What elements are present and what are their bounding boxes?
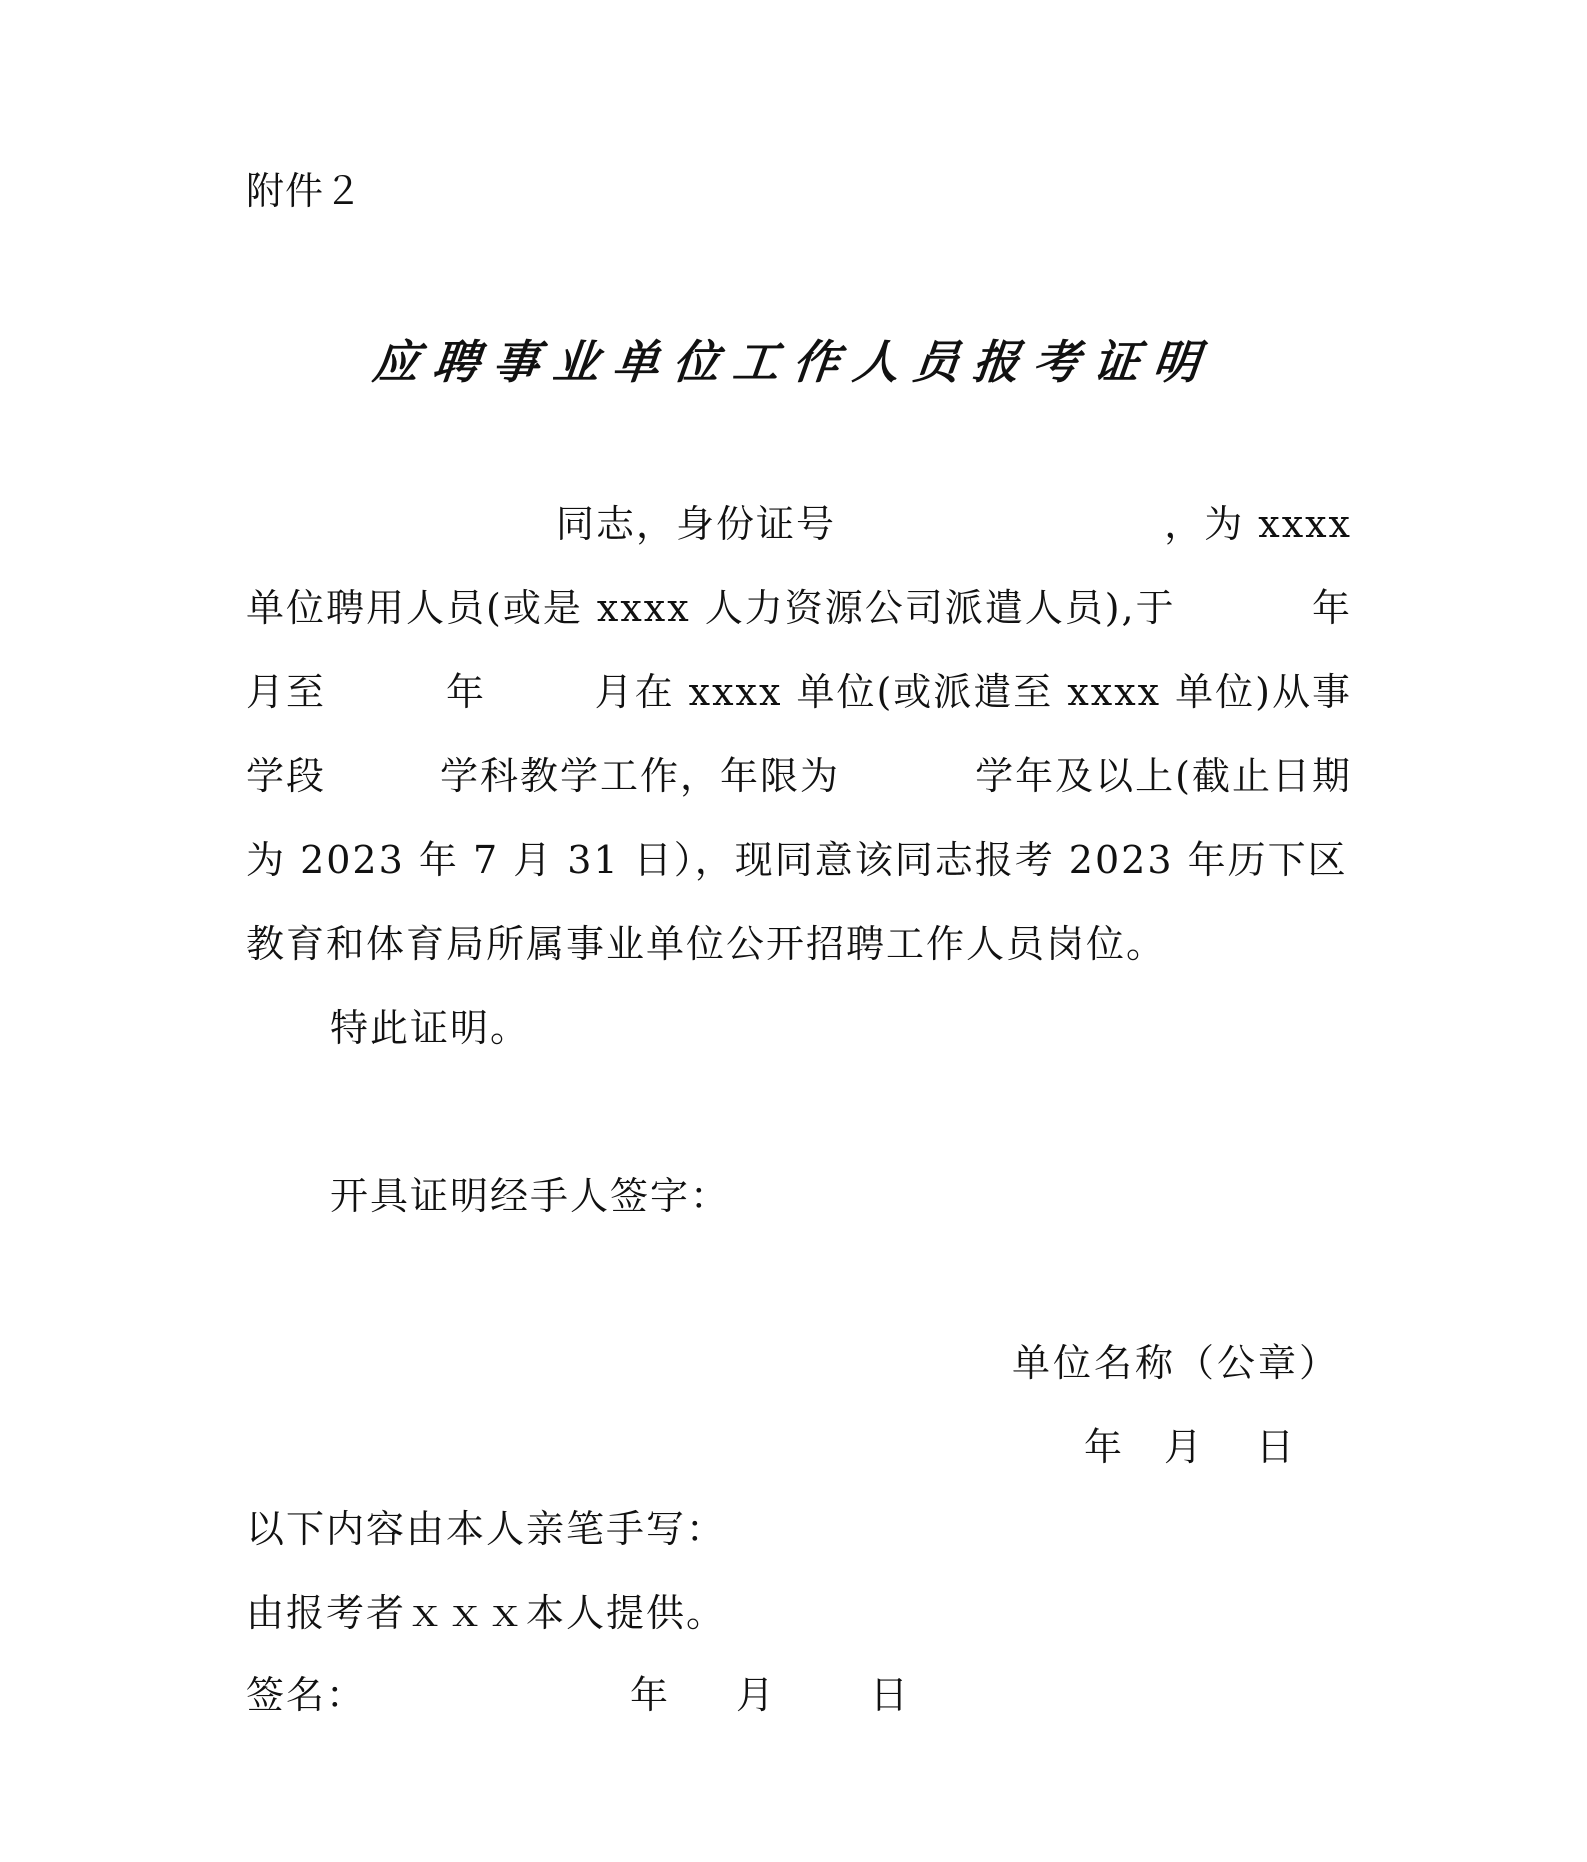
body-line-2-part2: 年 (1311, 586, 1352, 630)
body-line-2 (246, 566, 1352, 650)
body-line-4-part2: 学科教学工作，年限为 (440, 754, 841, 798)
sign-date-year: 年 (630, 1673, 671, 1717)
body-line-3 (246, 650, 1352, 734)
body-line-4-part3: 学年及以上(截止日期 (975, 754, 1352, 798)
body-line-3-part3: 月在 xxxx 单位(或派遣至 xxxx 单位)从事 (594, 670, 1352, 714)
handler-signature-line (330, 1154, 1436, 1238)
sign-date-month: 月 (736, 1673, 777, 1717)
body-line-2-part1: 单位聘用人员(或是 xxxx 人力资源公司派遣人员),于 (246, 586, 1176, 630)
body-line-3-part2: 年 (446, 670, 487, 714)
attachment-label: 附件２ (246, 169, 364, 213)
document-title: 应聘事业单位工作人员报考证明 (370, 335, 1217, 389)
body-line-3-part1: 月至 (246, 670, 327, 714)
unit-date-day: 日 (1256, 1425, 1298, 1469)
body-line-4 (246, 734, 1352, 818)
provided-by-line: 由报考者ｘｘｘ本人提供。 (246, 1591, 727, 1635)
body-line-5 (246, 818, 1352, 902)
unit-date-year: 年 (1084, 1425, 1126, 1469)
body-line-6 (246, 902, 1352, 986)
handler-signature-label: 开具证明经手人签字： (330, 1174, 731, 1218)
body-line-6-text: 教育和体育局所属事业单位公开招聘工作人员岗位。 (246, 922, 1167, 966)
unit-seal-label: 单位名称（公章） (1012, 1341, 1341, 1385)
body-line-5-text: 为 2023 年 7 月 31 日），现同意该同志报考 2023 年历下区 (246, 838, 1348, 882)
certify-text: 特此证明。 (330, 1006, 531, 1050)
sign-date-day: 日 (870, 1673, 911, 1717)
handwritten-heading: 以下内容由本人亲笔手写： (246, 1507, 727, 1551)
body-line-1-part2: ，为 xxxx (1164, 502, 1352, 546)
unit-date-month: 月 (1164, 1425, 1206, 1469)
body-line-1-part1: 同志，身份证号 (556, 502, 837, 546)
certify-line (330, 986, 1436, 1070)
body-line-1 (246, 482, 1352, 566)
body-line-4-part1: 学段 (246, 754, 327, 798)
sign-label: 签名： (246, 1673, 367, 1717)
